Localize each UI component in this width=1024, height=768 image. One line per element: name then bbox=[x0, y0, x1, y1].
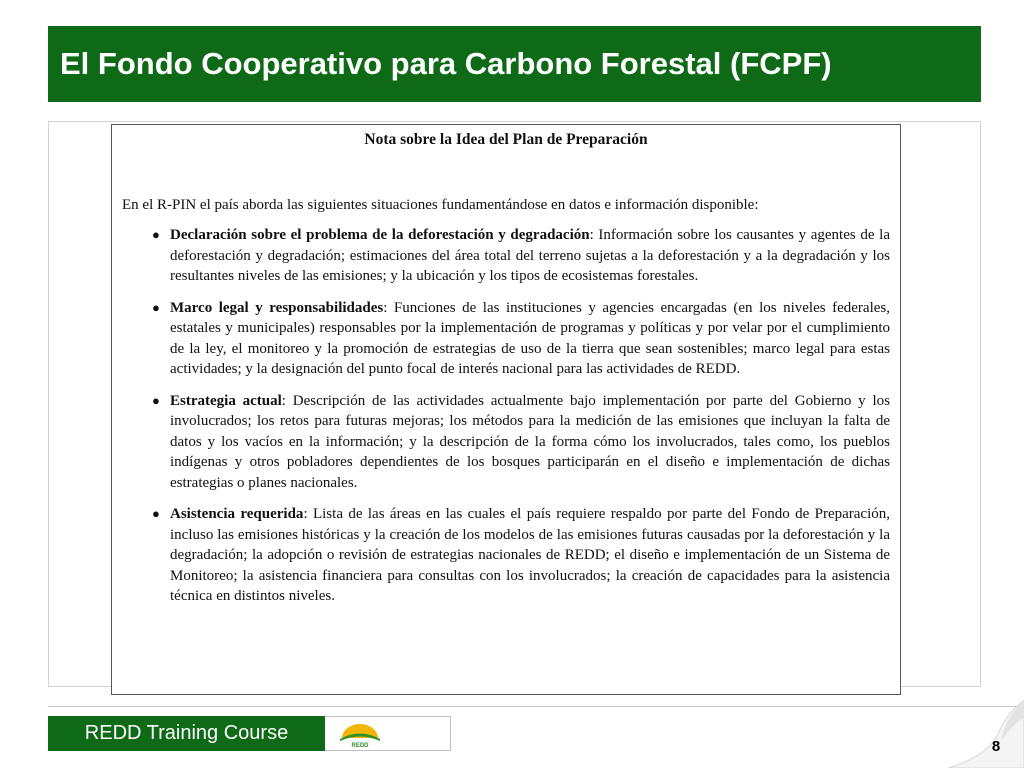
item-text: : Información sobre los causantes y agentes de la deforestación y degradación; estimaciones del área total del terreno sujetas a la deforestación y a la degradación y los resultantes niveles de las emisiones; y la ubicación y los tipos de ecosistemas forestales. bbox=[170, 227, 890, 284]
item-text: : Funciones de las instituciones y agencies encargadas (en los niveles federales, estatales y municipales) responsables por la implementación de programas y políticas y por velar por el cumplimiento de la ley, el monitoreo y la promoción de estrategias de uso de la tierra que sean sostenibles; marco legal para estas actividades; y la designación del punto focal de interés nacional para las actividades de REDD. bbox=[170, 299, 890, 377]
bullet-icon: ● bbox=[152, 299, 160, 315]
bullet-icon: ● bbox=[152, 506, 160, 521]
list-item bbox=[122, 391, 890, 494]
page-number: 8 bbox=[991, 738, 1001, 755]
list-item bbox=[122, 225, 890, 287]
document-image bbox=[111, 124, 901, 695]
footer-divider bbox=[48, 706, 1024, 707]
slide-title: El Fondo Cooperativo para Carbono Forestal (FCPF) bbox=[60, 46, 832, 81]
document-list bbox=[122, 225, 890, 607]
item-text: : Descripción de las actividades actualmente bajo implementación por parte del Gobierno y los involucrados; los retos para futuras mejoras; los métodos para la medición de las emisiones que incluyan la falta de datos y los vacíos en la información; y la descripción de la forma cómo los involucrados, tales como, los pueblos indígenas y otros pobladores dependientes de los bosques participarán en el diseño e implementación de dichas estrategias o planes nacionales. bbox=[170, 392, 890, 491]
document-intro: En el R-PIN el país aborda las siguientes situaciones fundamentándose en datos e información disponible: bbox=[122, 197, 759, 213]
title-bar bbox=[48, 26, 981, 102]
bullet-icon: ● bbox=[152, 392, 160, 408]
item-term: Declaración sobre el problema de la deforestación y degradación bbox=[170, 227, 590, 243]
item-term: Marco legal y responsabilidades bbox=[170, 299, 384, 316]
redd-logo-icon bbox=[336, 720, 384, 748]
logo-text: REDD bbox=[351, 743, 369, 748]
course-label: REDD Training Course bbox=[48, 716, 325, 751]
list-item bbox=[122, 298, 890, 380]
item-term: Estrategia actual bbox=[170, 392, 282, 409]
document-heading: Nota sobre la Idea del Plan de Preparación bbox=[364, 131, 648, 148]
bullet-icon: ● bbox=[152, 227, 160, 242]
list-item bbox=[122, 504, 890, 607]
item-term: Asistencia requerida bbox=[170, 506, 304, 522]
item-text: : Lista de las áreas en las cuales el país requiere respaldo por parte del Fondo de Preparación, incluso las emisiones históricas y la creación de los modelos de las emisiones futuras causadas por la deforestación y la degradación; la adopción o revisión de estrategias nacionales de REDD; el diseño e implementación de un Sistema de Monitoreo; la asistencia financiera para consultas con los involucrados; la creación de capacidades para la asistencia técnica en distintos niveles. bbox=[170, 506, 890, 604]
